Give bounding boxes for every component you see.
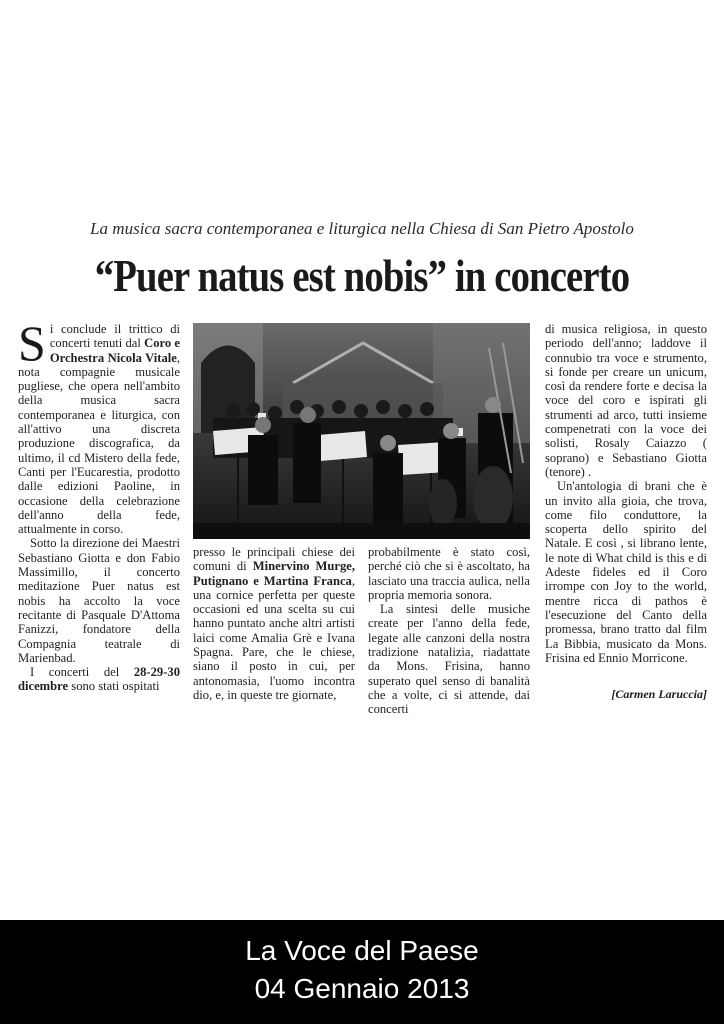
article-kicker: La musica sacra contemporanea e liturgica nella Chiesa di San Pietro Apostolo bbox=[90, 219, 634, 238]
article-column-4 bbox=[545, 322, 707, 665]
article-column-3 bbox=[368, 545, 530, 717]
source-footer bbox=[0, 920, 724, 1024]
col1-paragraph-1: Si conclude il trittico di concerti tenuti dal Coro e Orchestra Nicola Vitale, nota compagnie musicale pugliese, che opera nell'ambito della musica sacra contemporanea e liturgica, con all'attivo una discreta produzione discografica, da ultimo, il cd Mistero della fede, Canti per l'Eucarestia, prodotto dalle edizioni Paoline, in occasione della celebrazione dell'anno della fede, attualmente in corso. bbox=[18, 315, 180, 537]
article-column-1 bbox=[18, 315, 180, 694]
col1-paragraph-2: Sotto la direzione dei Maestri Sebastiano Giotta e don Fabio Massimillo, il concerto meditazione Puer natus est nobis ha accolto la voce recitante di Pasquale D'Attoma Fanizzi, fondatore della Compagnia teatrale di Marienbad. bbox=[18, 536, 180, 665]
concert-photo bbox=[193, 323, 530, 539]
author-signature: [Carmen Laruccia] bbox=[611, 687, 707, 701]
col3-paragraph-2: La sintesi delle musiche create per l'anno della fede, legate alle canzoni della nostra tradizione natalizia, riadattate da Mons. Frisina, hanno superato quel senso di banalità che a volte, ci si attende, dai concerti bbox=[368, 602, 530, 717]
col4-paragraph-1: di musica religiosa, in questo periodo dell'anno; laddove il connubio tra voce e strumento, si fonde per creare un unicum, così da rendere forte e decisa la voce del coro e ispirati gli strumenti ad arco, tutti insieme compenetrati con la voce dei solisti, Rosaly Caiazzo ( soprano) e Sebastiano Giotta (tenore) . bbox=[545, 322, 707, 479]
publication-date: 04 Gennaio 2013 bbox=[254, 973, 470, 1004]
col1-paragraph-3: I concerti del 28-29-30 dicembre sono stati ospitati bbox=[18, 665, 180, 694]
publication-name: La Voce del Paese bbox=[245, 935, 479, 966]
article-column-2 bbox=[193, 545, 355, 702]
col4-paragraph-2: Un'antologia di brani che è un invito alla gioia, che trova, come filo conduttore, la scoperta dello spirito del Natale. E così , si librano lente, le note di What child is this e di Adeste fideles ed il Coro irrompe con Joy to the world, mentre ricca di pathos è l'esecuzione del Canto della promessa, brano tratto dal film La Bibbia, musicato da Mons. Frisina ed Ennio Morricone. bbox=[545, 479, 707, 665]
drop-cap: S bbox=[18, 315, 46, 371]
article-headline: “Puer natus est nobis” in concerto bbox=[94, 251, 630, 301]
col3-paragraph-1: probabilmente è stato così, perché ciò che si è ascoltato, ha lasciato una traccia aulica, nella propria memoria sonora. bbox=[368, 545, 530, 602]
col2-paragraph: presso le principali chiese dei comuni di Minervino Murge, Putignano e Martina Franca, una cornice perfetta per queste occasioni ed una scelta su cui hanno puntato anche altri artisti laici come Amalia Grè e Ivana Spagna. Pare, che le chiese, siano il posto in cui, per antonomasia, l'uomo incontra dio, e, in queste tre giornate, bbox=[193, 545, 355, 702]
